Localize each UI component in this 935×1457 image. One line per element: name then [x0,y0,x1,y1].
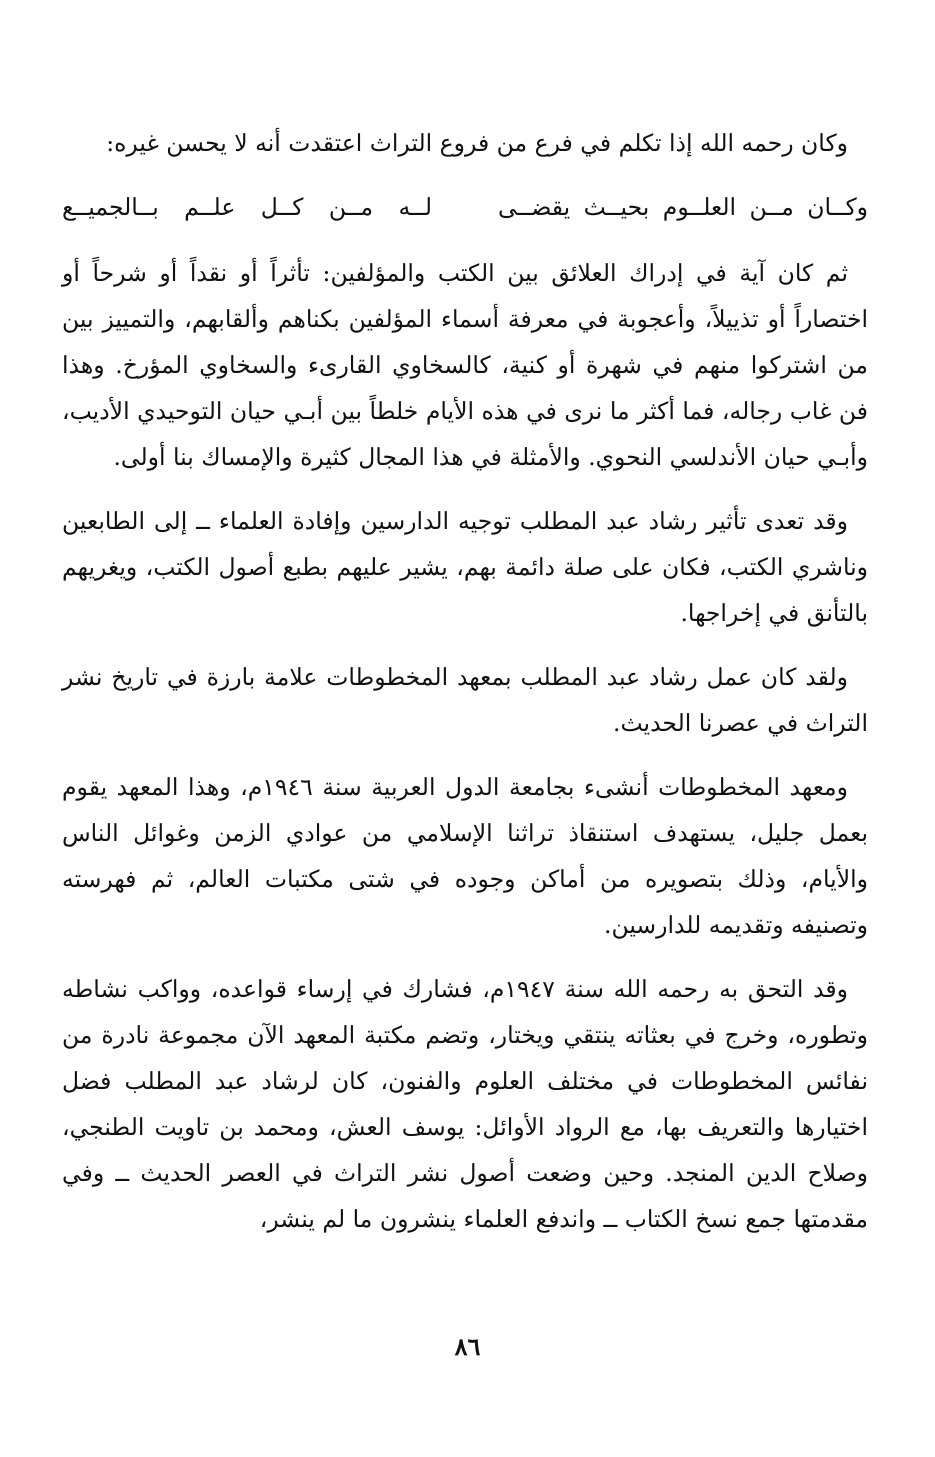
paragraph-4: ومعهد المخطوطات أنشىء بجامعة الدول العربية سنة ١٩٤٦م، وهذا المعهد يقوم بعمل جليل، يستهدف استنقاذ تراثنا الإسلامي من عوادي الزمن وغوائل الناس والأيام، وذلك بتصويره من أماكن وجوده في شتى مكتبات العالم، ثم فهرسته وتصنيفه وتقديمه للدارسين. [62,773,868,939]
verse-first-hemistich: وكــان مــن العلــوم بحيــث يقضــى [498,193,868,221]
paragraph-intro: وكان رحمه الله إذا تكلم في فرع من فروع التراث اعتقدت أنه لا يحسن غيره: [106,129,848,157]
page-body [62,120,868,1260]
paragraph-2: وقد تعدى تأثير رشاد عبد المطلب توجيه الدارسين وإفادة العلماء ــ إلى الطابعين وناشري الكتب، فكان على صلة دائمة بهم، يشير عليهم بطبع أصول الكتب، ويغريهم بالتأنق في إخراجها. [62,507,868,627]
paragraph-3: ولقد كان عمل رشاد عبد المطلب بمعهد المخطوطات علامة بارزة في تاريخ نشر التراث في عصرنا الحديث. [62,663,868,737]
page-number: ٨٦ [454,1332,481,1361]
paragraph-5: وقد التحق به رحمه الله سنة ١٩٤٧م، فشارك في إرساء قواعده، وواكب نشاطه وتطوره، وخرج في بعثاته ينتقي ويختار، وتضم مكتبة المعهد الآن مجموعة نادرة من نفائس المخطوطات في مختلف العلوم والفنون، كان لرشاد عبد المطلب فضل اختيارها والتعريف بها، مع الرواد الأوائل: يوسف العش، ومحمد بن تاويت الطنجي، وصلاح الدين المنجد. وحين وضعت أصول نشر التراث في العصر الحديث ــ وفي مقدمتها جمع نسخ الكتاب ــ واندفع العلماء ينشرون ما لم ينشر، [62,975,868,1233]
verse-second-hemistich: لــه مــن كــل علــم بــالجميــع [62,193,432,221]
paragraph-1: ثم كان آية في إدراك العلائق بين الكتب والمؤلفين: تأثراً أو نقداً أو شرحاً أو اختصاراً أو تذييلاً، وأعجوبة في معرفة أسماء المؤلفين بكناهم وألقابهم، والتمييز بين من اشتركوا منهم في شهرة أو كنية، كالسخاوي القارىء والسخاوي المؤرخ. وهذا فن غاب رجاله، فما أكثر ما نرى في هذه الأيام خلطاً بين أبـي حيان التوحيدي الأديب، وأبـي حيان الأندلسي النحوي. والأمثلة في هذا المجال كثيرة والإمساك بنا أولى. [62,259,868,471]
poetry-verse [62,184,868,230]
